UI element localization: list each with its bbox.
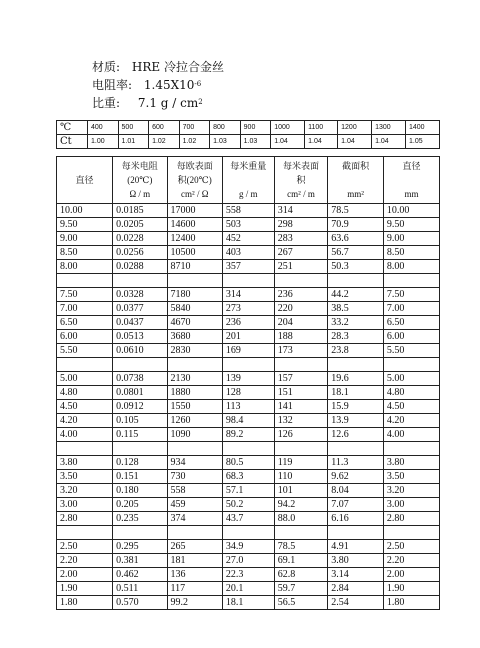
table-cell: 2.84 bbox=[328, 582, 384, 596]
table-cell: 89.2 bbox=[222, 428, 274, 442]
table-cell: 267 bbox=[274, 246, 328, 260]
table-cell: 2.50 bbox=[383, 540, 439, 554]
table-cell: 0.0377 bbox=[113, 302, 167, 316]
table-cell: 0.235 bbox=[113, 512, 167, 526]
table-cell: 12400 bbox=[167, 232, 222, 246]
table-cell: 204 bbox=[274, 316, 328, 330]
temperature-cell: 800 bbox=[210, 121, 241, 135]
table-cell: 0.0801 bbox=[113, 386, 167, 400]
table-cell: 0.0437 bbox=[113, 316, 167, 330]
table-cell: 0.0185 bbox=[113, 204, 167, 218]
table-cell: 0.570 bbox=[113, 596, 167, 610]
table-row bbox=[57, 428, 440, 442]
table-cell: 5.50 bbox=[57, 344, 113, 358]
empty-cell bbox=[274, 526, 328, 540]
table-cell: 22.3 bbox=[222, 568, 274, 582]
table-cell: 4.80 bbox=[383, 386, 439, 400]
table-cell: 56.7 bbox=[328, 246, 384, 260]
gravity-value: 7.1 g / cm bbox=[137, 96, 199, 110]
ct-value-cell: 1.04 bbox=[305, 135, 338, 149]
table-cell: 6.50 bbox=[383, 316, 439, 330]
table-cell: 2.50 bbox=[57, 540, 113, 554]
table-cell: 119 bbox=[274, 456, 328, 470]
table-cell: 9.00 bbox=[383, 232, 439, 246]
column-header-line: mm bbox=[404, 189, 419, 199]
column-header-line: cm² / m bbox=[287, 189, 315, 199]
column-header bbox=[383, 157, 439, 204]
column-header-line: mm² bbox=[347, 189, 364, 199]
temperature-row bbox=[57, 121, 440, 135]
table-cell: 6.16 bbox=[328, 512, 384, 526]
table-cell: 298 bbox=[274, 218, 328, 232]
table-cell: 314 bbox=[274, 204, 328, 218]
table-row bbox=[57, 470, 440, 484]
table-cell: 2.54 bbox=[328, 596, 384, 610]
table-cell: 151 bbox=[274, 386, 328, 400]
gravity-label: 比重: bbox=[92, 96, 121, 110]
table-cell: 934 bbox=[167, 456, 222, 470]
table-cell: 0.205 bbox=[113, 498, 167, 512]
table-cell: 374 bbox=[167, 512, 222, 526]
table-cell: 7.50 bbox=[57, 288, 113, 302]
empty-cell bbox=[167, 442, 222, 456]
temperature-cell: 1000 bbox=[271, 121, 305, 135]
table-row bbox=[57, 512, 440, 526]
table-cell: 220 bbox=[274, 302, 328, 316]
empty-cell bbox=[113, 358, 167, 372]
table-cell: 19.6 bbox=[328, 372, 384, 386]
table-cell: 3.80 bbox=[383, 456, 439, 470]
table-cell: 8.50 bbox=[57, 246, 113, 260]
table-cell: 68.3 bbox=[222, 470, 274, 484]
table-cell: 69.1 bbox=[274, 554, 328, 568]
group-separator-row bbox=[57, 526, 440, 540]
column-header-line: 积 bbox=[296, 175, 306, 185]
ct-value-cell: 1.04 bbox=[271, 135, 305, 149]
resistivity-line bbox=[92, 76, 201, 94]
table-cell: 4.50 bbox=[383, 400, 439, 414]
temperature-header-cell: ℃ bbox=[57, 121, 88, 135]
table-cell: 1.90 bbox=[383, 582, 439, 596]
column-header-line bbox=[226, 173, 271, 187]
empty-cell bbox=[274, 274, 328, 288]
table-cell: 181 bbox=[167, 554, 222, 568]
table-cell: 78.5 bbox=[328, 204, 384, 218]
table-cell: 12.6 bbox=[328, 428, 384, 442]
table-cell: 201 bbox=[222, 330, 274, 344]
table-cell: 3.50 bbox=[383, 470, 439, 484]
empty-cell bbox=[113, 526, 167, 540]
table-cell: 7180 bbox=[167, 288, 222, 302]
table-cell: 28.3 bbox=[328, 330, 384, 344]
table-cell: 9.50 bbox=[383, 218, 439, 232]
table-row bbox=[57, 260, 440, 274]
table-cell: 78.5 bbox=[274, 540, 328, 554]
material-label: 材质: bbox=[92, 60, 121, 74]
ct-value-cell: 1.01 bbox=[118, 135, 149, 149]
table-cell: 117 bbox=[167, 582, 222, 596]
table-cell: 62.8 bbox=[274, 568, 328, 582]
table-cell: 0.462 bbox=[113, 568, 167, 582]
table-cell: 4.00 bbox=[383, 428, 439, 442]
table-cell: 88.0 bbox=[274, 512, 328, 526]
table-row bbox=[57, 456, 440, 470]
table-cell: 98.4 bbox=[222, 414, 274, 428]
ct-value-cell: 1.03 bbox=[240, 135, 271, 149]
table-row bbox=[57, 568, 440, 582]
table-cell: 10.00 bbox=[383, 204, 439, 218]
empty-cell bbox=[222, 274, 274, 288]
table-cell: 13.9 bbox=[328, 414, 384, 428]
table-cell: 188 bbox=[274, 330, 328, 344]
table-cell: 50.2 bbox=[222, 498, 274, 512]
table-cell: 452 bbox=[222, 232, 274, 246]
empty-cell bbox=[57, 526, 113, 540]
group-separator-row bbox=[57, 442, 440, 456]
table-cell: 7.00 bbox=[383, 302, 439, 316]
material-value: HRE 冷拉合金丝 bbox=[131, 60, 224, 74]
table-cell: 3.00 bbox=[383, 498, 439, 512]
table-cell: 251 bbox=[274, 260, 328, 274]
table-cell: 8.00 bbox=[57, 260, 113, 274]
table-cell: 132 bbox=[274, 414, 328, 428]
empty-cell bbox=[167, 358, 222, 372]
table-cell: 0.295 bbox=[113, 540, 167, 554]
table-cell: 5.00 bbox=[57, 372, 113, 386]
table-cell: 173 bbox=[274, 344, 328, 358]
table-cell: 80.5 bbox=[222, 456, 274, 470]
table-row bbox=[57, 484, 440, 498]
table-cell: 56.5 bbox=[274, 596, 328, 610]
table-cell: 6.00 bbox=[383, 330, 439, 344]
table-cell: 44.2 bbox=[328, 288, 384, 302]
empty-cell bbox=[167, 274, 222, 288]
column-header-line: 截面积 bbox=[342, 161, 370, 171]
table-cell: 6.00 bbox=[57, 330, 113, 344]
table-cell: 3.20 bbox=[57, 484, 113, 498]
empty-cell bbox=[328, 442, 384, 456]
group-separator-row bbox=[57, 358, 440, 372]
resistivity-exponent: -6 bbox=[194, 80, 202, 88]
table-row bbox=[57, 414, 440, 428]
table-cell: 0.511 bbox=[113, 582, 167, 596]
ct-value-cell: 1.04 bbox=[338, 135, 372, 149]
table-cell: 0.0256 bbox=[113, 246, 167, 260]
empty-cell bbox=[113, 274, 167, 288]
table-cell: 2.80 bbox=[383, 512, 439, 526]
column-header bbox=[222, 157, 274, 204]
table-row bbox=[57, 218, 440, 232]
empty-cell bbox=[328, 526, 384, 540]
table-cell: 113 bbox=[222, 400, 274, 414]
table-cell: 1.90 bbox=[57, 582, 113, 596]
table-cell: 3.00 bbox=[57, 498, 113, 512]
empty-cell bbox=[57, 274, 113, 288]
table-cell: 2.20 bbox=[383, 554, 439, 568]
empty-cell bbox=[383, 358, 439, 372]
table-cell: 18.1 bbox=[222, 596, 274, 610]
table-cell: 110 bbox=[274, 470, 328, 484]
table-cell: 43.7 bbox=[222, 512, 274, 526]
table-row bbox=[57, 400, 440, 414]
table-cell: 9.62 bbox=[328, 470, 384, 484]
table-cell: 0.0205 bbox=[113, 218, 167, 232]
table-cell: 2.00 bbox=[383, 568, 439, 582]
table-cell: 1550 bbox=[167, 400, 222, 414]
ct-value-cell: 1.04 bbox=[372, 135, 406, 149]
table-cell: 50.3 bbox=[328, 260, 384, 274]
table-cell: 34.9 bbox=[222, 540, 274, 554]
table-cell: 4.20 bbox=[57, 414, 113, 428]
table-cell: 1.80 bbox=[57, 596, 113, 610]
table-cell: 265 bbox=[167, 540, 222, 554]
table-row bbox=[57, 330, 440, 344]
table-row bbox=[57, 498, 440, 512]
column-header-line: (20℃) bbox=[127, 175, 153, 185]
table-cell: 169 bbox=[222, 344, 274, 358]
table-cell: 0.151 bbox=[113, 470, 167, 484]
table-cell: 157 bbox=[274, 372, 328, 386]
empty-cell bbox=[383, 274, 439, 288]
table-cell: 141 bbox=[274, 400, 328, 414]
temperature-factor-table bbox=[56, 120, 440, 149]
table-row bbox=[57, 540, 440, 554]
table-cell: 0.105 bbox=[113, 414, 167, 428]
table-cell: 3.20 bbox=[383, 484, 439, 498]
column-header bbox=[274, 157, 328, 204]
empty-cell bbox=[222, 358, 274, 372]
table-cell: 730 bbox=[167, 470, 222, 484]
table-cell: 4.00 bbox=[57, 428, 113, 442]
ct-header-cell: Ct bbox=[57, 135, 88, 149]
column-header-line: 每欧表面 bbox=[176, 161, 213, 171]
table-cell: 0.0228 bbox=[113, 232, 167, 246]
temperature-cell: 700 bbox=[179, 121, 210, 135]
column-header bbox=[328, 157, 384, 204]
table-cell: 0.0328 bbox=[113, 288, 167, 302]
table-cell: 57.1 bbox=[222, 484, 274, 498]
table-cell: 3680 bbox=[167, 330, 222, 344]
header-row bbox=[57, 157, 440, 204]
table-cell: 10.00 bbox=[57, 204, 113, 218]
table-cell: 139 bbox=[222, 372, 274, 386]
empty-cell bbox=[328, 358, 384, 372]
table-cell: 63.6 bbox=[328, 232, 384, 246]
column-header-line: cm² / Ω bbox=[181, 189, 209, 199]
table-cell: 33.2 bbox=[328, 316, 384, 330]
table-row bbox=[57, 596, 440, 610]
table-cell: 15.9 bbox=[328, 400, 384, 414]
group-separator-row bbox=[57, 274, 440, 288]
table-cell: 283 bbox=[274, 232, 328, 246]
temperature-cell: 1300 bbox=[372, 121, 406, 135]
table-cell: 1090 bbox=[167, 428, 222, 442]
table-row bbox=[57, 386, 440, 400]
empty-cell bbox=[57, 442, 113, 456]
ct-value-cell: 1.03 bbox=[210, 135, 241, 149]
table-cell: 0.381 bbox=[113, 554, 167, 568]
table-cell: 2.20 bbox=[57, 554, 113, 568]
empty-cell bbox=[383, 442, 439, 456]
column-header-line bbox=[331, 173, 380, 187]
table-row bbox=[57, 554, 440, 568]
table-cell: 7.50 bbox=[383, 288, 439, 302]
table-cell: 14600 bbox=[167, 218, 222, 232]
column-header-line: g / m bbox=[239, 189, 258, 199]
table-cell: 9.00 bbox=[57, 232, 113, 246]
table-cell: 17000 bbox=[167, 204, 222, 218]
column-header-line: 每米表面 bbox=[283, 161, 320, 171]
table-cell: 459 bbox=[167, 498, 222, 512]
column-header bbox=[167, 157, 222, 204]
table-cell: 101 bbox=[274, 484, 328, 498]
table-cell: 6.50 bbox=[57, 316, 113, 330]
ct-value-cell: 1.02 bbox=[179, 135, 210, 149]
temperature-cell: 600 bbox=[149, 121, 180, 135]
table-cell: 0.180 bbox=[113, 484, 167, 498]
table-cell: 2.80 bbox=[57, 512, 113, 526]
table-cell: 18.1 bbox=[328, 386, 384, 400]
ct-value-cell: 1.05 bbox=[405, 135, 439, 149]
column-header-line bbox=[387, 173, 436, 187]
table-cell: 558 bbox=[222, 204, 274, 218]
column-header bbox=[57, 157, 113, 204]
column-header bbox=[113, 157, 167, 204]
table-cell: 10500 bbox=[167, 246, 222, 260]
table-cell: 4.20 bbox=[383, 414, 439, 428]
empty-cell bbox=[274, 358, 328, 372]
table-row bbox=[57, 344, 440, 358]
temperature-cell: 900 bbox=[240, 121, 271, 135]
table-cell: 558 bbox=[167, 484, 222, 498]
empty-cell bbox=[57, 358, 113, 372]
table-cell: 0.115 bbox=[113, 428, 167, 442]
table-cell: 1260 bbox=[167, 414, 222, 428]
column-header-line: 积(20℃) bbox=[177, 175, 212, 185]
table-row bbox=[57, 302, 440, 316]
table-row bbox=[57, 232, 440, 246]
column-header-line: 每米电阻 bbox=[121, 161, 158, 171]
table-cell: 27.0 bbox=[222, 554, 274, 568]
table-cell: 1880 bbox=[167, 386, 222, 400]
table-cell: 20.1 bbox=[222, 582, 274, 596]
ct-row bbox=[57, 135, 440, 149]
table-cell: 11.3 bbox=[328, 456, 384, 470]
empty-cell bbox=[113, 442, 167, 456]
table-cell: 9.50 bbox=[57, 218, 113, 232]
resistivity-value: 1.45X10 bbox=[143, 78, 195, 92]
table-cell: 136 bbox=[167, 568, 222, 582]
table-cell: 8.00 bbox=[383, 260, 439, 274]
gravity-line bbox=[92, 94, 203, 112]
table-cell: 3.50 bbox=[57, 470, 113, 484]
temperature-cell: 1100 bbox=[305, 121, 338, 135]
table-cell: 128 bbox=[222, 386, 274, 400]
table-cell: 503 bbox=[222, 218, 274, 232]
table-cell: 236 bbox=[274, 288, 328, 302]
table-cell: 7.00 bbox=[57, 302, 113, 316]
table-cell: 4.91 bbox=[328, 540, 384, 554]
column-header-line bbox=[60, 159, 109, 173]
empty-cell bbox=[222, 526, 274, 540]
table-cell: 3.14 bbox=[328, 568, 384, 582]
table-cell: 273 bbox=[222, 302, 274, 316]
empty-cell bbox=[222, 442, 274, 456]
table-cell: 0.0912 bbox=[113, 400, 167, 414]
table-cell: 236 bbox=[222, 316, 274, 330]
table-cell: 3.80 bbox=[57, 456, 113, 470]
table-cell: 4.80 bbox=[57, 386, 113, 400]
table-cell: 126 bbox=[274, 428, 328, 442]
table-cell: 403 bbox=[222, 246, 274, 260]
column-header-line: 直径 bbox=[75, 175, 94, 185]
table-row bbox=[57, 582, 440, 596]
table-cell: 5.00 bbox=[383, 372, 439, 386]
temperature-cell: 500 bbox=[118, 121, 149, 135]
table-cell: 357 bbox=[222, 260, 274, 274]
table-cell: 99.2 bbox=[167, 596, 222, 610]
table-cell: 0.0610 bbox=[113, 344, 167, 358]
table-row bbox=[57, 288, 440, 302]
column-header-line: 直径 bbox=[402, 161, 421, 171]
table-cell: 0.0288 bbox=[113, 260, 167, 274]
gravity-exponent: 2 bbox=[198, 98, 203, 106]
table-cell: 0.0513 bbox=[113, 330, 167, 344]
table-cell: 38.5 bbox=[328, 302, 384, 316]
table-row bbox=[57, 204, 440, 218]
empty-cell bbox=[328, 274, 384, 288]
table-cell: 1.80 bbox=[383, 596, 439, 610]
empty-cell bbox=[383, 526, 439, 540]
resistivity-label: 电阻率: bbox=[92, 78, 133, 92]
table-cell: 2130 bbox=[167, 372, 222, 386]
table-cell: 2.00 bbox=[57, 568, 113, 582]
table-cell: 23.8 bbox=[328, 344, 384, 358]
table-row bbox=[57, 372, 440, 386]
ct-value-cell: 1.02 bbox=[149, 135, 180, 149]
column-header-line: 每米重量 bbox=[230, 161, 267, 171]
table-cell: 70.9 bbox=[328, 218, 384, 232]
table-cell: 3.80 bbox=[328, 554, 384, 568]
temperature-cell: 1200 bbox=[338, 121, 372, 135]
table-cell: 4.50 bbox=[57, 400, 113, 414]
table-row bbox=[57, 246, 440, 260]
temperature-cell: 1400 bbox=[405, 121, 439, 135]
table-cell: 5840 bbox=[167, 302, 222, 316]
table-cell: 7.07 bbox=[328, 498, 384, 512]
table-cell: 0.0738 bbox=[113, 372, 167, 386]
table-cell: 8.04 bbox=[328, 484, 384, 498]
empty-cell bbox=[167, 526, 222, 540]
wire-spec-table bbox=[56, 156, 440, 610]
ct-value-cell: 1.00 bbox=[88, 135, 119, 149]
material-line bbox=[92, 58, 224, 76]
temperature-cell: 400 bbox=[88, 121, 119, 135]
table-cell: 8.50 bbox=[383, 246, 439, 260]
table-row bbox=[57, 316, 440, 330]
table-cell: 59.7 bbox=[274, 582, 328, 596]
table-cell: 2830 bbox=[167, 344, 222, 358]
column-header-line: Ω / m bbox=[129, 189, 151, 199]
table-cell: 314 bbox=[222, 288, 274, 302]
table-cell: 4670 bbox=[167, 316, 222, 330]
table-cell: 8710 bbox=[167, 260, 222, 274]
empty-cell bbox=[274, 442, 328, 456]
table-cell: 0.128 bbox=[113, 456, 167, 470]
table-cell: 94.2 bbox=[274, 498, 328, 512]
table-cell: 5.50 bbox=[383, 344, 439, 358]
